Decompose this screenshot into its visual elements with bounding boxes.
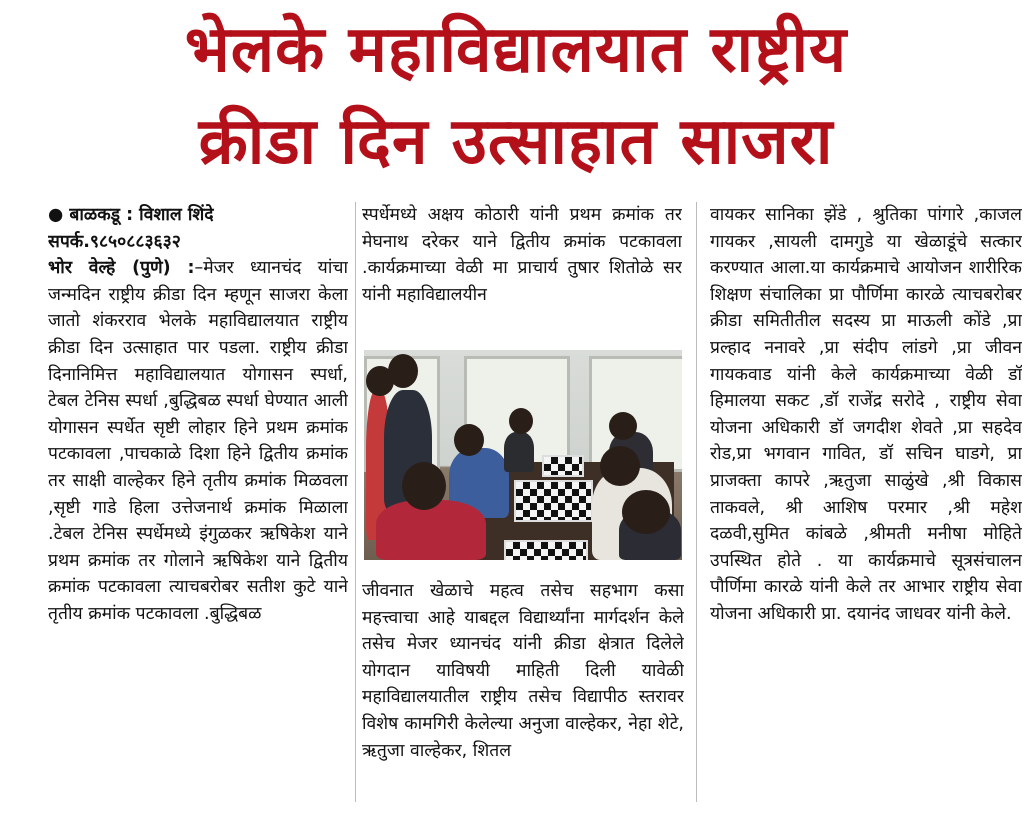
column-divider (696, 202, 697, 802)
chess-players-photo (364, 350, 682, 560)
column-1-body (48, 255, 348, 627)
chessboard-shape (504, 540, 588, 560)
article-column-1 (48, 202, 348, 812)
person-head-shape (600, 446, 640, 486)
headline-line-1: भेलके महाविद्यालयात राष्ट्रीय (184, 13, 848, 87)
article-column-2-bottom (362, 578, 684, 812)
person-head-shape (609, 412, 637, 440)
byline-contact: सपर्क.९८५०८८३६३२ (48, 231, 181, 252)
chessboard-shape (542, 455, 584, 477)
person-head-shape (509, 408, 533, 434)
column-2-bottom-text: जीवनात खेळाचे महत्व तसेच सहभाग कसा महत्त्वाचा आहे याबद्दल विद्यार्थ्यांना मार्गदर्शन केले तसेच मेजर ध्यानचंद यांनी क्रीडा क्षेत्रात दिलेले योगदान याविषयी माहिती दिली यावेळी महाविद्यालयातील राष्ट्रीय तसेच विद्यापीठ स्तरावर विशेष कामगिरी केलेल्या अनुजा वाल्हेकर, नेहा शेटे, ऋतुजा वाल्हेकर, शितल (362, 581, 684, 761)
article-column-2-top (362, 202, 682, 342)
headline-line-2: क्रीडा दिन उत्साहात साजरा (198, 105, 834, 179)
person-head-shape (622, 490, 670, 534)
article-column-3 (710, 202, 1022, 812)
person-head-shape (454, 424, 484, 456)
person-head-shape (402, 462, 446, 510)
chessboard-shape (514, 480, 593, 522)
column-3-text: वायकर सानिका झेंडे , श्रुतिका पांगारे ,काजल गायकर ,सायली दामगुडे या खेळाडूंचे सत्कार करण्यात आला.या कार्यक्रमाचे आयोजन शारीरिक शिक्षण संचालिका प्रा पौर्णिमा कारळे त्याचबरोबर क्रीडा समितीतील सदस्य प्रा माऊली कोंडे ,प्रा प्रल्हाद ननावरे ,प्रा संदीप लांडगे ,प्रा जीवन गायकवाड यांनी केले कार्यक्रमाच्या वेळी डॉ हिमालया सकट ,डॉ राजेंद्र सरोदे , राष्ट्रीय सेवा योजना अधिकारी डॉ जगदीश शेवते ,प्रा सहदेव रोड,प्रा भगवान गावित, डॉ सचिन घाडगे, प्रा प्राजक्ता कापरे ,ऋतुजा साळुंखे ,श्री विकास ताकवले, श्री आशिष परमार ,श्री महेश दळवी,सुमित कांबळे ,श्रीमती मनीषा मोहिते उपस्थित होते . या कार्यक्रमाचे सूत्रसंचालन पौर्णिमा कारळे यांनी केले तर आभार राष्ट्रीय सेवा योजना अधिकारी प्रा. दयानंद जाधवर यांनी केले. (710, 205, 1022, 624)
person-head-shape (388, 354, 418, 388)
byline (48, 202, 348, 229)
person-shape (504, 432, 534, 472)
dateline: भोर वेल्हे (पुणे) : (48, 258, 195, 279)
column-divider (355, 202, 356, 802)
bullet-icon: ● (48, 205, 64, 225)
person-shape (376, 500, 486, 560)
column-2-top-text: स्पर्धेमध्ये अक्षय कोठारी यांनी प्रथम क्रमांक तर मेघनाथ दरेकर याने द्वितीय क्रमांक पटकावला .कार्यक्रमाच्या वेळी मा प्राचार्य तुषार शितोळे सर यांनी महाविद्यालयीन (362, 205, 682, 305)
byline-author: बाळकडू : विशाल शिंदे (69, 205, 214, 225)
column-1-text: –मेजर ध्यानचंद यांचा जन्मदिन राष्ट्रीय क्रीडा दिन म्हणून साजरा केला जातो शंकरराव भेलके महाविद्यालयात राष्ट्रीय क्रीडा दिन उत्साहात पार पडला. राष्ट्रीय क्रीडा दिनानिमित्त महाविद्यालयात योगासन स्पर्धा, टेबल टेनिस स्पर्धा ,बुद्धिबळ स्पर्धा घेण्यात आली योगासन स्पर्धेत सृष्टी लोहार हिने प्रथम क्रमांक पटकावला ,पाचकाळे दिशा हिने द्वितीय क्रमांक तर साक्षी वाल्हेकर हिने तृतीय क्रमांक मिळवला ,सृष्टी गाडे हिला उत्तेजनार्थ क्रमांक मिळाला .टेबल टेनिस स्पर्धेमध्ये इंगुळकर ऋषिकेश याने प्रथम क्रमांक तर गोलाने ऋषिकेश याने द्वितीय क्रमांक पटकावला त्याचबरोबर सतीश कुटे याने तृतीय क्रमांक पटकावला .बुद्धिबळ (48, 258, 348, 624)
headline (0, 4, 1032, 188)
